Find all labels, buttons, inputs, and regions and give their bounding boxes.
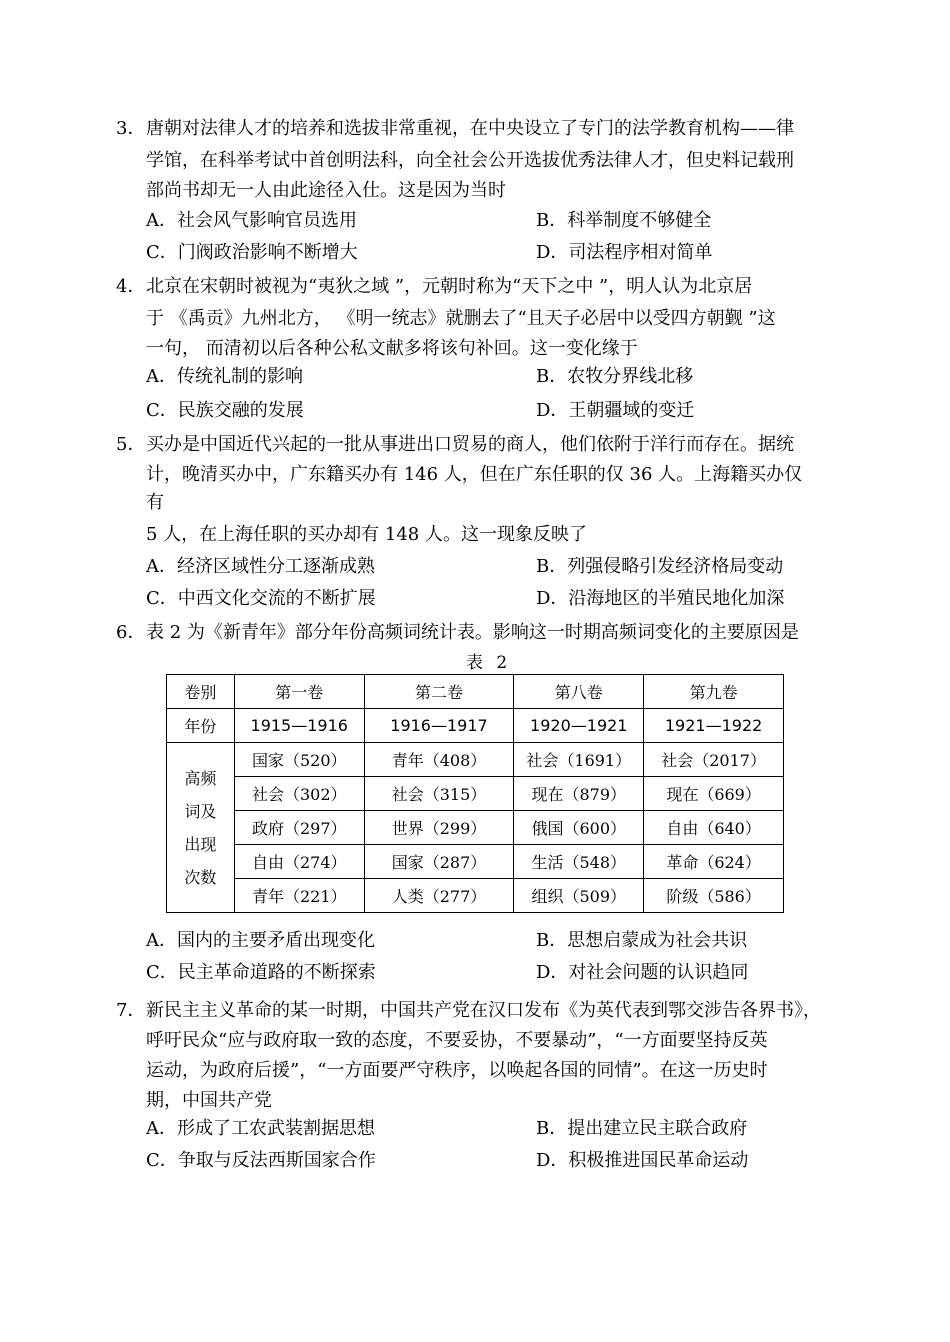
question-text-line: 部尚书却无一人由此途径入仕。这是因为当时 — [146, 180, 506, 201]
table-cell: 1915—1916 — [234, 709, 364, 743]
question-text-line: 5 人，在上海任职的买办却有 148 人。这一现象反映了 — [146, 524, 587, 545]
question-number: 5． — [116, 434, 146, 455]
question-text-line: 一句， 而清初以后各种公私文献多将该句补回。这一变化缘于 — [146, 338, 638, 359]
option-d: D．对社会问题的认识趋同 — [536, 962, 749, 983]
table-cell: 1916—1917 — [364, 709, 514, 743]
table-cell: 青年（221） — [234, 879, 364, 913]
table-cell: 自由（274） — [234, 845, 364, 879]
option-d: D．积极推进国民革命运动 — [536, 1150, 749, 1171]
question-number: 6． — [116, 622, 146, 643]
option-c: C．民族交融的发展 — [146, 400, 304, 421]
row-header-line: 出现 — [184, 834, 217, 854]
option-c: C．民主革命道路的不断探索 — [146, 962, 376, 983]
row-header-line: 次数 — [184, 867, 217, 887]
question-text-line: 表 2 为《新青年》部分年份高频词统计表。影响这一时期高频词变化的主要原因是 — [146, 622, 799, 643]
table-cell: 1921—1922 — [644, 709, 784, 743]
question-text-line: 运动，为政府后援”，“一方面要严守秩序，以唤起各国的同情”。在这一历史时 — [146, 1060, 768, 1081]
table-cell: 现在（669） — [644, 777, 784, 811]
table-row — [167, 879, 784, 913]
option-b: B．思想启蒙成为社会共识 — [536, 930, 748, 951]
table-header-cell: 第九卷 — [644, 675, 784, 709]
question-text-line: 新民主主义革命的某一时期，中国共产党在汉口发布《为英代表到鄂交涉告各界书》， — [146, 1000, 821, 1021]
table-cell: 生活（548） — [514, 845, 644, 879]
table-cell: 社会（315） — [364, 777, 514, 811]
option-d: D．司法程序相对简单 — [536, 242, 713, 263]
table-cell: 社会（1691） — [514, 743, 644, 777]
option-b: B．科举制度不够健全 — [536, 210, 712, 231]
option-a: A．传统礼制的影响 — [146, 366, 303, 387]
table-row — [167, 743, 784, 777]
table-cell: 自由（640） — [644, 811, 784, 845]
table-header-cell: 卷别 — [167, 675, 235, 709]
question-text-line: 有 — [146, 492, 164, 513]
table-row — [167, 811, 784, 845]
table-header-cell: 年份 — [167, 709, 235, 743]
table-row-header — [167, 743, 235, 913]
question-number: 4． — [116, 276, 146, 297]
question-text-line: 学馆，在科举考试中首创明法科，向全社会公开选拔优秀法律人才，但史料记载刑 — [146, 150, 794, 171]
option-b: B．提出建立民主联合政府 — [536, 1118, 748, 1139]
table-header-row — [167, 675, 784, 709]
table-cell: 革命（624） — [644, 845, 784, 879]
option-c: C．中西文化交流的不断扩展 — [146, 588, 376, 609]
table-cell: 现在（879） — [514, 777, 644, 811]
option-b: B．列强侵略引发经济格局变动 — [536, 556, 784, 577]
question-number: 7． — [116, 1000, 146, 1021]
table-cell: 阶级（586） — [644, 879, 784, 913]
table-year-row — [167, 709, 784, 743]
table-row — [167, 777, 784, 811]
question-text-line: 买办是中国近代兴起的一批从事进出口贸易的商人，他们依附于洋行而存在。据统 — [146, 434, 794, 455]
table-cell: 国家（287） — [364, 845, 514, 879]
table-cell: 1920—1921 — [514, 709, 644, 743]
frequency-table — [166, 674, 784, 913]
table-cell: 青年（408） — [364, 743, 514, 777]
table-cell: 世界（299） — [364, 811, 514, 845]
option-a: A．国内的主要矛盾出现变化 — [146, 930, 375, 951]
table-caption: 表 2 — [466, 653, 512, 673]
table-cell: 组织（509） — [514, 879, 644, 913]
option-b: B．农牧分界线北移 — [536, 366, 694, 387]
table-cell: 国家（520） — [234, 743, 364, 777]
option-d: D．王朝疆域的变迁 — [536, 400, 695, 421]
option-a: A．形成了工农武装割据思想 — [146, 1118, 375, 1139]
option-d: D．沿海地区的半殖民地化加深 — [536, 588, 785, 609]
option-c: C．争取与反法西斯国家合作 — [146, 1150, 376, 1171]
table-header-cell: 第八卷 — [514, 675, 644, 709]
question-text-line: 计，晚清买办中，广东籍买办有 146 人，但在广东任职的仅 36 人。上海籍买办仅 — [146, 464, 803, 485]
option-a: A．社会风气影响官员选用 — [146, 210, 357, 231]
table-cell: 社会（2017） — [644, 743, 784, 777]
row-header-line: 高频 — [184, 768, 217, 788]
table-cell: 人类（277） — [364, 879, 514, 913]
table-cell: 俄国（600） — [514, 811, 644, 845]
table-cell: 社会（302） — [234, 777, 364, 811]
table-header-cell: 第二卷 — [364, 675, 514, 709]
question-text-line: 唐朝对法律人才的培养和选拔非常重视，在中央设立了专门的法学教育机构——律 — [146, 118, 794, 139]
question-text-line: 期，中国共产党 — [146, 1090, 272, 1111]
table-header-cell: 第一卷 — [234, 675, 364, 709]
question-text-line: 呼吁民众“应与政府取一致的态度，不要妥协，不要暴动”，“一方面要坚持反英 — [146, 1030, 768, 1051]
question-number: 3． — [116, 118, 146, 139]
option-a: A．经济区域性分工逐渐成熟 — [146, 556, 375, 577]
question-text-line: 北京在宋朝时被视为“夷狄之域 ”，元朝时称为“天下之中 ”，明人认为北京居 — [146, 276, 753, 297]
table-cell: 政府（297） — [234, 811, 364, 845]
table-row — [167, 845, 784, 879]
question-text-line: 于 《禹贡》九州北方， 《明一统志》就删去了“且天子必居中以受四方朝觐 ”这 — [146, 308, 776, 329]
row-header-line: 词及 — [184, 801, 217, 821]
option-c: C．门阀政治影响不断增大 — [146, 242, 358, 263]
